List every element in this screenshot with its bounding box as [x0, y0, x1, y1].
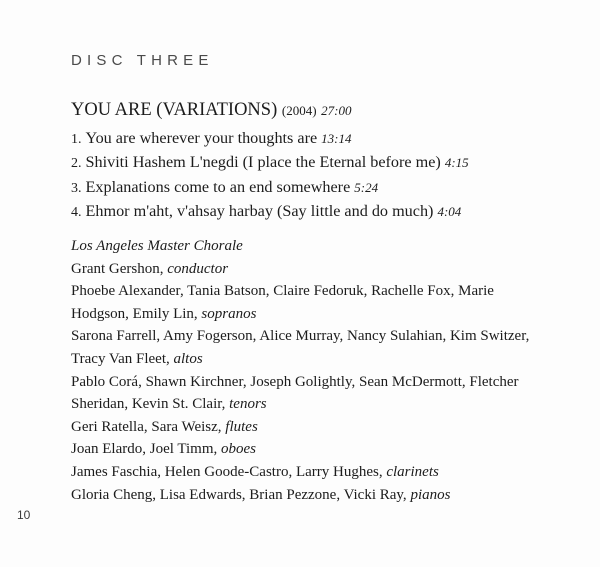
- track-number: 1.: [71, 132, 82, 147]
- work-heading: [71, 99, 352, 122]
- credit-role: flutes: [225, 418, 258, 435]
- credit-role: sopranos: [201, 305, 257, 322]
- credit-role: clarinets: [386, 463, 439, 480]
- track-item: [71, 199, 469, 223]
- credit-role: altos: [173, 350, 203, 367]
- work-year: (2004): [281, 103, 317, 118]
- track-item: [71, 175, 469, 199]
- credit-names: Joan Elardo, Joel Timm,: [71, 441, 218, 458]
- work-title: YOU ARE (VARIATIONS): [71, 100, 278, 120]
- credit-names: Hodgson, Emily Lin,: [71, 305, 198, 322]
- credit-flutes: [71, 416, 541, 439]
- track-item: [71, 150, 469, 174]
- page-number: 10: [17, 508, 31, 522]
- performer-credits: [71, 235, 541, 506]
- credit-names: James Faschia, Helen Goode-Castro, Larry Hughes,: [71, 463, 383, 480]
- track-duration: 5:24: [354, 179, 379, 195]
- ensemble-name: Los Angeles Master Chorale: [71, 238, 243, 254]
- credit-role: conductor: [167, 260, 229, 277]
- work-duration: 27:00: [321, 103, 352, 118]
- credit-sopranos-line: Phoebe Alexander, Tania Batson, Claire Fedoruk, Rachelle Fox, Marie: [71, 283, 494, 300]
- disc-heading: DISC THREE: [71, 52, 214, 69]
- track-title: You are wherever your thoughts are: [85, 129, 318, 147]
- credit-names: Grant Gershon,: [71, 260, 164, 277]
- credit-role: tenors: [229, 396, 267, 413]
- track-number: 2.: [71, 156, 82, 172]
- credit-oboes: [71, 438, 541, 461]
- credit-tenors-line: Pablo Corá, Shawn Kirchner, Joseph Golightly, Sean McDermott, Fletcher: [71, 373, 519, 390]
- track-item: [71, 126, 469, 150]
- credit-names: Tracy Van Fleet,: [71, 350, 170, 367]
- track-title: Explanations come to an end somewhere: [85, 177, 351, 196]
- track-title: Ehmor m'aht, v'ahsay harbay (Say little and do much): [85, 201, 434, 220]
- credit-altos: [71, 348, 541, 371]
- credit-names: Geri Ratella, Sara Weisz,: [71, 418, 222, 435]
- track-number: 3.: [71, 180, 82, 196]
- credit-pianos: [71, 484, 541, 507]
- credit-role: pianos: [410, 486, 451, 503]
- credit-names: Gloria Cheng, Lisa Edwards, Brian Pezzone, Vicki Ray,: [71, 486, 407, 503]
- track-title: Shiviti Hashem L'negdi (I place the Eternal before me): [85, 153, 441, 172]
- credit-conductor: [71, 258, 541, 281]
- track-duration: 13:14: [321, 131, 352, 146]
- track-duration: 4:04: [437, 203, 462, 219]
- credit-role: oboes: [221, 441, 257, 458]
- credit-tenors: [71, 393, 541, 416]
- track-number: 4.: [71, 204, 82, 220]
- credit-clarinets: [71, 461, 541, 484]
- credit-sopranos: [71, 303, 541, 326]
- credit-names: Sheridan, Kevin St. Clair,: [71, 396, 226, 413]
- track-duration: 4:15: [444, 155, 469, 171]
- track-list: [71, 126, 469, 223]
- credit-altos-line: Sarona Farrell, Amy Fogerson, Alice Murray, Nancy Sulahian, Kim Switzer,: [71, 328, 530, 345]
